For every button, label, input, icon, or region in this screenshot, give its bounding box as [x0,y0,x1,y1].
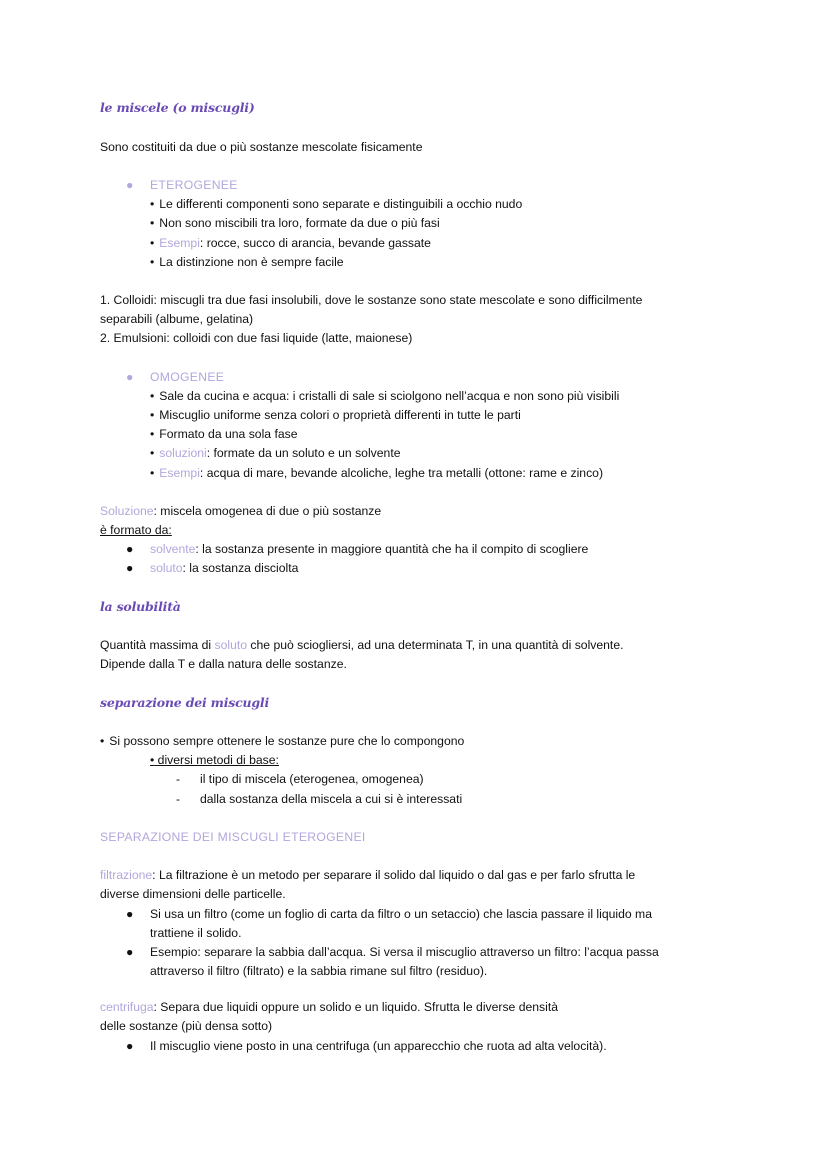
text: : La filtrazione è un metodo per separare il solido dal liquido o dal gas e per farlo sfrutta le [152,868,636,882]
list-item-text: Si possono sempre ottenere le sostanze pure che lo compongono [109,734,465,748]
term-soluto: soluto [150,561,183,575]
small-bullet: • [150,446,155,460]
small-bullet: • [150,466,155,480]
text: Quantità massima di [100,638,215,652]
sub-heading-metodi [150,752,279,768]
term-centrifuga: centrifuga [100,1000,154,1014]
soluzione-definition [100,503,381,519]
term-soluzione: Soluzione [100,504,154,518]
bullet-dot: ● [126,178,134,192]
bullet-dot: ● [126,542,134,556]
colloidi-line-1: 1. Colloidi: miscugli tra due fasi insolubili, dove le sostanze sono state mescolate e sono difficilmente [100,293,643,307]
list-item [150,426,298,442]
bullet-dot: ● [126,561,134,575]
list-item [150,235,431,251]
list-item-text: Sale da cucina e acqua: i cristalli di sale si sciolgono nell’acqua e non sono più visibili [159,389,620,403]
intro-miscele: Sono costituiti da due o più sostanze mescolate fisicamente [100,140,423,154]
small-bullet: • [150,389,155,403]
list-item [150,465,603,481]
list-item: Esempio: separare la sabbia dall’acqua. Si versa il miscuglio attraverso un filtro: l’acqua passa [150,945,659,959]
emulsioni-line: 2. Emulsioni: colloidi con due fasi liquide (latte, maionese) [100,331,413,345]
small-bullet: • [150,236,155,250]
small-bullet: • [150,255,155,269]
small-bullet: • [150,427,155,441]
centrifuga-line-2: delle sostanze (più densa sotto) [100,1019,273,1033]
small-bullet: • [150,197,155,211]
list-item-continued: trattiene il solido. [150,926,242,940]
list-item [100,733,464,749]
list-item [150,541,588,557]
list-item-text: : acqua di mare, bevande alcoliche, leghe tra metalli (ottone: rame e zinco) [199,466,604,480]
text: che può sciogliersi, ad una determinata T, in una quantità di solvente. [247,638,624,652]
filtrazione-line-1 [100,867,635,883]
small-bullet: • [100,734,105,748]
heading-miscele: le miscele (o miscugli) [100,100,255,115]
list-item [150,407,521,423]
label-omogenee: OMOGENEE [150,370,225,384]
dash-bullet: - [176,792,181,806]
bullet-dot: ● [126,370,134,384]
list-item-text: Non sono miscibili tra loro, formate da due o più fasi [159,216,440,230]
sub-heading-text: diversi metodi di base: [157,753,279,767]
list-item-text: Le differenti componenti sono separate e distinguibili a occhio nudo [159,197,523,211]
list-item: il tipo di miscela (eterogenea, omogenea) [200,772,424,786]
term-filtrazione: filtrazione [100,868,153,882]
term-esempi: Esempi [159,236,200,250]
label-eterogenee: ETEROGENEE [150,178,238,192]
small-bullet: • [150,216,155,230]
term-esempi: Esempi [159,466,200,480]
list-item-continued: attraverso il filtro (filtrato) e la sabbia rimane sul filtro (residuo). [150,964,488,978]
solubilita-line-1 [100,637,624,653]
list-item-text: La distinzione non è sempre facile [159,255,344,269]
small-bullet: • [150,753,155,767]
bullet-dot: ● [126,945,134,959]
dash-bullet: - [176,772,181,786]
definition-text: : miscela omogenea di due o più sostanze [153,504,382,518]
list-item [150,254,344,270]
list-item: dalla sostanza della miscela a cui si è interessati [200,792,463,806]
centrifuga-line-1 [100,999,558,1015]
list-item-text: : rocce, succo di arancia, bevande gassate [199,236,431,250]
list-item-text: Formato da una sola fase [159,427,298,441]
list-item: Il miscuglio viene posto in una centrifuga (un apparecchio che ruota ad alta velocità). [150,1039,607,1053]
solubilita-line-2: Dipende dalla T e dalla natura delle sostanze. [100,657,347,671]
heading-solubilita: la solubilità [100,599,181,614]
filtrazione-line-2: diverse dimensioni delle particelle. [100,887,286,901]
list-item-text: Miscuglio uniforme senza colori o proprietà differenti in tutte le parti [159,408,521,422]
heading-separazione: separazione dei miscugli [100,695,270,710]
list-item [150,215,440,231]
list-item [150,560,298,576]
list-item-text: : formate da un soluto e un solvente [206,446,401,460]
sep-eterogenei-title: SEPARAZIONE DEI MISCUGLI ETEROGENEI [100,830,366,844]
text: : Separa due liquidi oppure un solido e un liquido. Sfrutta le diverse densità [153,1000,559,1014]
list-item [150,445,401,461]
list-item-text: : la sostanza disciolta [182,561,299,575]
bullet-dot: ● [126,907,134,921]
term-solvente: solvente [150,542,196,556]
term-soluzioni: soluzioni [159,446,207,460]
list-item-text: : la sostanza presente in maggiore quantità che ha il compito di scogliere [195,542,589,556]
small-bullet: • [150,408,155,422]
formato-da-label: è formato da: [100,523,172,537]
colloidi-line-2: separabili (albume, gelatina) [100,312,254,326]
list-item [150,388,619,404]
term-soluto: soluto [214,638,248,652]
bullet-dot: ● [126,1039,134,1053]
list-item: Si usa un filtro (come un foglio di carta da filtro o un setaccio) che lascia passare il liquido ma [150,907,652,921]
list-item [150,196,522,212]
